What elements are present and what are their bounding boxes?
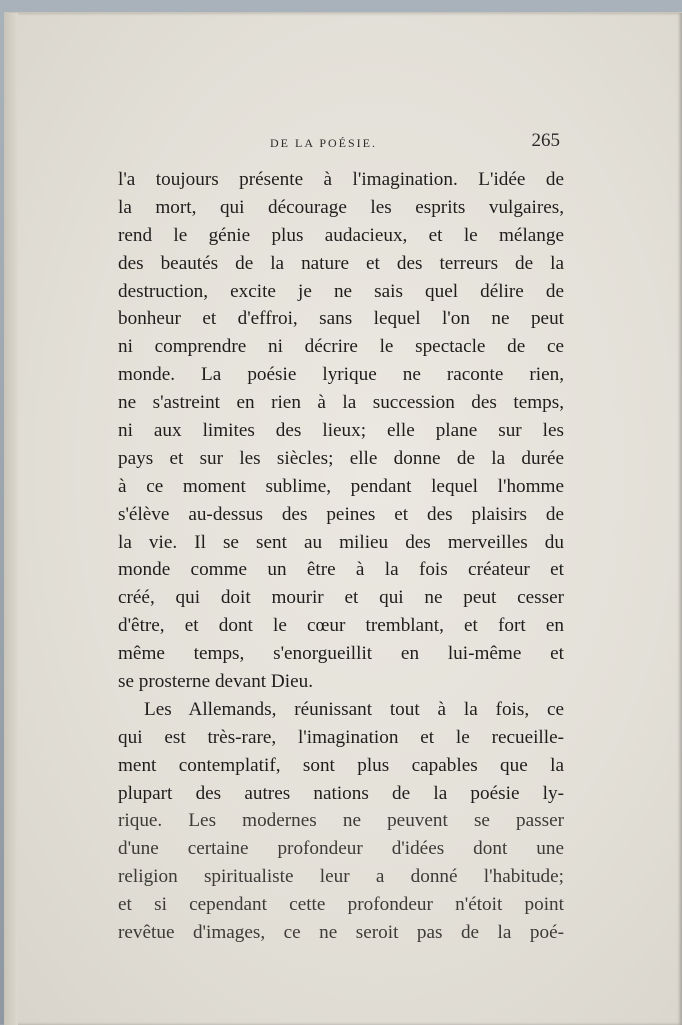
text-line: des beautés de la nature et des terreurs de la [118,252,564,274]
text-line: destruction, excite je ne sais quel délire de [118,280,564,302]
text-line: rique. Les modernes ne peuvent se passer [118,810,564,832]
text-line: et si cependant cette profondeur n'étoit point [118,894,564,916]
paragraph-end-line: se prosterne devant Dieu. [118,671,314,693]
text-line: ment contemplatif, sont plus capables que la [118,754,564,776]
text-line: la mort, qui décourage les esprits vulgaires, [118,196,564,218]
text-line: monde. La poésie lyrique ne raconte rien, [118,364,564,386]
page-number: 265 [531,130,560,151]
text-line: religion spiritualiste leur a donné l'habitude; [118,866,564,888]
text-line: s'élève au-dessus des peines et des plaisirs de [118,503,564,525]
text-line: qui est très-rare, l'imagination et le recueille- [118,726,564,748]
running-head-title: DE LA POÉSIE. [270,136,377,150]
text-line: bonheur et d'effroi, sans lequel l'on ne peut [118,308,564,330]
text-line: créé, qui doit mourir et qui ne peut cesser [118,587,564,609]
text-line: même temps, s'enorgueillit en lui-même et [118,643,564,665]
text-line: ni comprendre ni décrire le spectacle de ce [118,336,564,358]
text-line: rend le génie plus audacieux, et le mélange [118,224,564,246]
text-line: ne s'astreint en rien à la succession des temps, [118,392,564,414]
paragraph-start-line: Les Allemands, réunissant tout à la fois, ce [144,698,564,720]
running-head [118,130,562,154]
text-line: la vie. Il se sent au milieu des merveilles du [118,531,564,553]
text-line: d'une certaine profondeur d'idées dont une [118,838,564,860]
body-text [118,166,564,947]
text-line: revêtue d'images, ce ne seroit pas de la poé- [118,922,564,944]
text-line: plupart des autres nations de la poésie ly- [118,782,564,804]
text-line: d'être, et dont le cœur tremblant, et fort en [118,615,564,637]
page-edge [4,13,18,1025]
text-line: monde comme un être à la fois créateur et [118,559,564,581]
text-line: pays et sur les siècles; elle donne de la durée [118,447,564,469]
text-line: ni aux limites des lieux; elle plane sur les [118,420,564,442]
text-line: l'a toujours présente à l'imagination. L'idée de [118,169,564,190]
text-line: à ce moment sublime, pendant lequel l'homme [118,475,564,497]
